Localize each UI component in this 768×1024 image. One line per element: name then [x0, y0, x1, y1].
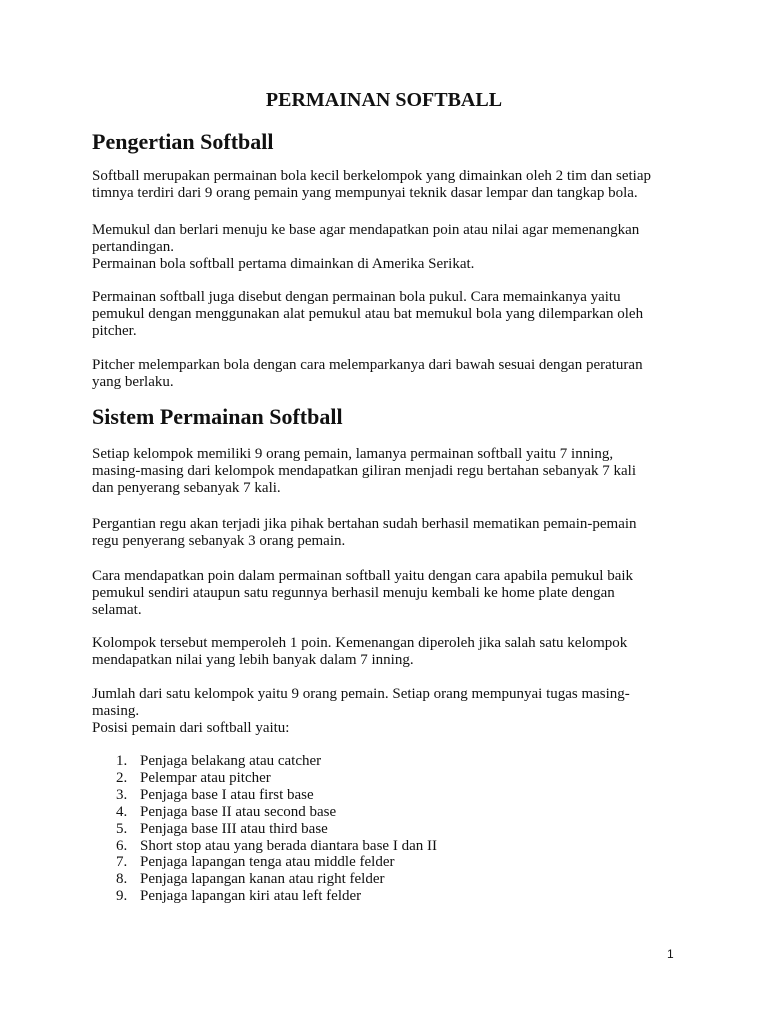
section-heading: Pengertian Softball [92, 129, 274, 154]
list-text: Penjaga base III atau third base [140, 820, 328, 837]
paragraph-line: Kolompok tersebut memperoleh 1 poin. Kemenangan diperoleh jika salah satu kelompok [92, 635, 628, 651]
paragraph-line: Memukul dan berlari menuju ke base agar mendapatkan poin atau nilai agar memenangkan [92, 222, 640, 238]
list-number: 6. [116, 837, 128, 854]
paragraph-line: mendapatkan nilai yang lebih banyak dalam 7 inning. [92, 652, 414, 668]
page-number: 1 [667, 947, 674, 961]
list-item [116, 787, 314, 804]
paragraph-line: timnya terdiri dari 9 orang pemain yang mempunyai teknik dasar lempar dan tangkap bola. [92, 185, 638, 201]
paragraph-line: Pitcher melemparkan bola dengan cara melemparkanya dari bawah sesuai dengan peraturan [92, 357, 643, 373]
list-number: 9. [116, 888, 128, 905]
list-number: 1. [116, 753, 128, 769]
paragraph-line: Setiap kelompok memiliki 9 orang pemain, lamanya permainan softball yaitu 7 inning, [92, 446, 614, 462]
paragraph-line: Posisi pemain dari softball yaitu: [92, 720, 290, 736]
paragraph-line: masing-masing dari kelompok mendapatkan giliran menjadi regu bertahan sebanyak 7 kali [92, 463, 636, 479]
list-item [116, 854, 394, 871]
list-item [116, 753, 321, 770]
list-text: Penjaga lapangan kiri atau left felder [140, 888, 362, 905]
list-number: 2. [116, 769, 128, 786]
paragraph-line: pemukul dengan menggunakan alat pemukul atau bat memukul bola yang dilemparkan oleh [92, 306, 644, 322]
paragraph-line: Softball merupakan permainan bola kecil berkelompok yang dimainkan oleh 2 tim dan setiap [92, 168, 652, 184]
paragraph-line: pemukul sendiri ataupun satu regunnya berhasil menuju kembali ke home plate dengan [92, 585, 615, 601]
list-text: Penjaga lapangan kanan atau right felder [140, 871, 385, 888]
list-item [116, 838, 437, 855]
list-number: 5. [116, 820, 128, 837]
paragraph [92, 222, 639, 273]
list-number: 4. [116, 803, 128, 820]
list-number: 8. [116, 871, 128, 888]
list-text: Penjaga belakang atau catcher [140, 753, 322, 769]
paragraph-line: pertandingan. [92, 239, 175, 255]
list-item [116, 804, 336, 821]
paragraph-line: regu penyerang sebanyak 3 orang pemain. [92, 533, 346, 549]
page-title: PERMAINAN SOFTBALL [265, 89, 503, 111]
paragraph [92, 168, 651, 202]
section-heading: Sistem Permainan Softball [92, 404, 343, 429]
paragraph [92, 446, 636, 497]
paragraph-line: Permainan bola softball pertama dimainkan di Amerika Serikat. [92, 256, 475, 272]
list-text: Short stop atau yang berada diantara base I dan II [140, 837, 437, 854]
list-text: Penjaga base II atau second base [140, 803, 337, 820]
list-text: Penjaga base I atau first base [140, 786, 314, 803]
paragraph-line: yang berlaku. [92, 374, 174, 390]
paragraph [92, 516, 637, 550]
list-number: 3. [116, 786, 128, 803]
list-item [116, 888, 361, 905]
paragraph [92, 635, 627, 669]
list-item [116, 871, 384, 888]
list-text: Pelempar atau pitcher [140, 769, 271, 786]
list-item [116, 770, 271, 787]
paragraph [92, 357, 643, 391]
paragraph-line: masing. [92, 703, 140, 719]
paragraph-line: pitcher. [92, 323, 137, 339]
list-text: Penjaga lapangan tenga atau middle felder [140, 854, 395, 871]
list-number: 7. [116, 854, 128, 871]
paragraph [92, 686, 630, 737]
paragraph-line: Cara mendapatkan poin dalam permainan softball yaitu dengan cara apabila pemukul baik [92, 568, 634, 584]
paragraph [92, 568, 633, 619]
paragraph [92, 289, 643, 340]
paragraph-line: selamat. [92, 602, 142, 618]
paragraph-line: Permainan softball juga disebut dengan permainan bola pukul. Cara memainkanya yaitu [92, 289, 621, 305]
paragraph-line: Jumlah dari satu kelompok yaitu 9 orang pemain. Setiap orang mempunyai tugas masing- [92, 686, 630, 702]
paragraph-line: dan penyerang sebanyak 7 kali. [92, 480, 281, 496]
paragraph-line: Pergantian regu akan terjadi jika pihak bertahan sudah berhasil mematikan pemain-pemain [92, 516, 637, 532]
list-item [116, 821, 328, 838]
